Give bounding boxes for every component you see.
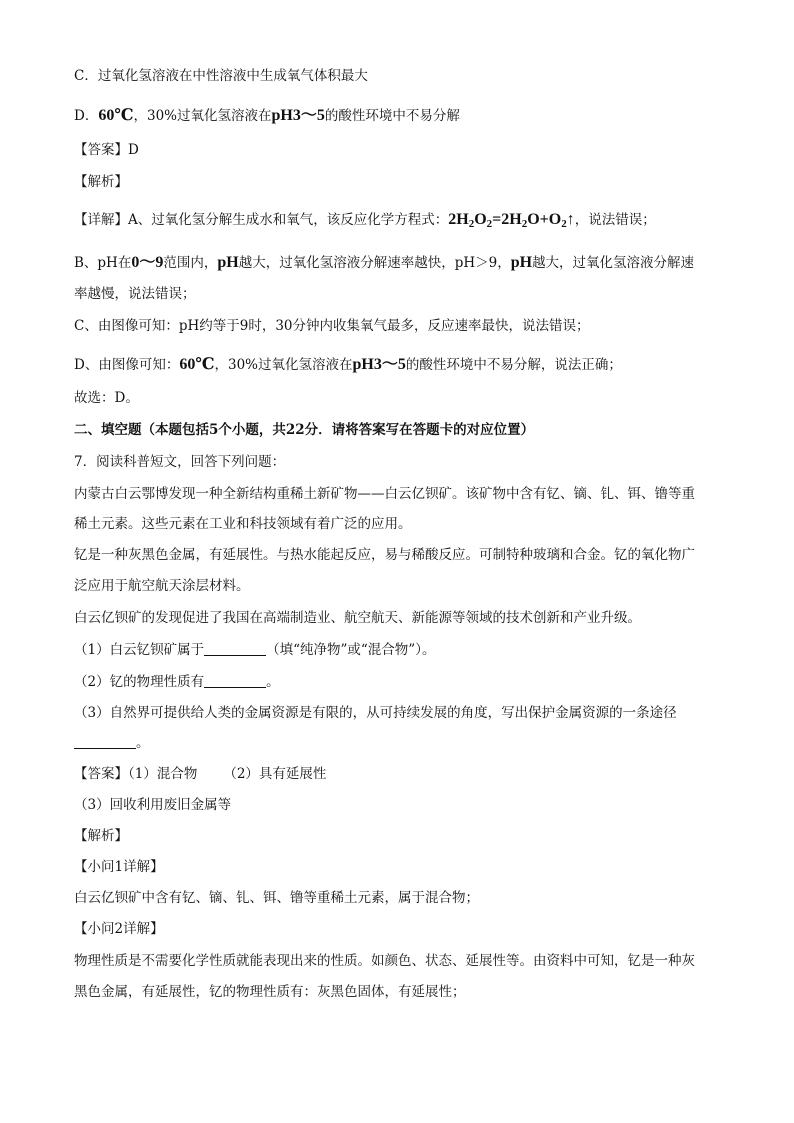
detail-b	[74, 253, 694, 273]
answer-3: （3）回收利用废旧金属等	[74, 797, 232, 813]
q1-detail-text: 白云亿钡矿中含有钇、镝、钆、铒、镥等重稀土元素，属于混合物；	[74, 890, 479, 906]
eq-sub: 2	[468, 218, 475, 230]
q6-choose: 故选：D。	[74, 390, 139, 406]
detail-b-line2: 率越慢，说法错误；	[74, 286, 196, 302]
option-d-suffix: 的酸性环境中不易分解	[324, 108, 460, 124]
detail-b-mid: 范围内，	[163, 255, 218, 271]
sub2-suffix: 。	[266, 674, 280, 690]
q7-paragraph2-line2: 泛应用于航空航天涂层材料。	[74, 578, 250, 594]
answer-1: （1）混合物	[128, 766, 198, 782]
eq-sub: 2	[561, 218, 567, 230]
detail-b-suffix: 越大，过氧化氢溶液分解速	[532, 255, 695, 271]
detail-b-prefix: B、pH在	[74, 255, 132, 271]
eq-part: =2H	[492, 211, 522, 228]
detail-b-ph2: pH	[510, 254, 533, 271]
eq-sub: 2	[486, 218, 493, 230]
answer-label: 【答案】	[74, 766, 128, 782]
sub1-prefix: （1）白云钇钡矿属于	[74, 642, 205, 658]
detail-d-suffix: 的酸性环境中不易分解，说法正确；	[405, 357, 622, 373]
option-d-ph: pH3～5	[271, 107, 325, 124]
option-d-mid: ，30%过氧化氢溶液在	[133, 108, 272, 124]
q7-sub1	[74, 640, 435, 660]
q6-answer: 【答案】D	[74, 142, 139, 158]
q7-sub2	[74, 672, 280, 692]
detail-b-range: 0～9	[131, 254, 164, 271]
q1-detail-label: 【小问1详解】	[74, 859, 164, 875]
q7-paragraph3: 白云亿钡矿的发现促进了我国在高端制造业、航空航天、新能源等领域的技术创新和产业升级。	[74, 610, 641, 626]
sub2-prefix: （2）钇的物理性质有	[74, 674, 205, 690]
eq-part: O	[474, 211, 487, 228]
option-d-prefix: D．	[74, 108, 99, 124]
sub1-suffix: （填“纯净物”或“混合物”）。	[266, 642, 436, 658]
q7-paragraph2-line1: 钇是一种灰黑色金属，有延展性。与热水能起反应，易与稀酸反应。可制特种玻璃和合金。钇的氧化物广	[74, 547, 695, 563]
answer-blank	[204, 641, 266, 656]
section-title: 二、填空题（本题包括5个小题，共22分．请将答案写在答题卡的对应位置）	[74, 422, 535, 438]
option-c: C．过氧化氢溶液在中性溶液中生成氧气体积最大	[74, 68, 368, 84]
answer-blank	[204, 673, 266, 688]
detail-d-temp: 60℃	[179, 356, 215, 373]
q7-paragraph1-line1: 内蒙古白云鄂博发现一种全新结构重稀土新矿物——白云亿钡矿。该矿物中含有钇、镝、钆、铒、镥等重	[74, 486, 695, 502]
q2-detail-line2: 黑色金属，有延展性，钇的物理性质有：灰黑色固体，有延展性；	[74, 984, 466, 1000]
up-arrow-icon: ↑	[566, 211, 575, 228]
detail-d-mid: ，30%过氧化氢溶液在	[214, 357, 353, 373]
detail-b-mid2: 越大，过氧化氢溶液分解速率越快，pH＞9，	[238, 255, 511, 271]
detail-b-ph: pH	[217, 254, 239, 271]
eq-sub: 2	[521, 218, 528, 230]
eq-part: O+O	[527, 211, 562, 228]
q2-detail-line1: 物理性质是不需要化学性质就能表现出来的性质。如颜色、状态、延展性等。由资料中可知，钇是一种灰	[74, 953, 695, 969]
q2-detail-label: 【小问2详解】	[74, 921, 164, 937]
detail-a-text: 【详解】A、过氧化氢分解生成水和氧气，该反应化学方程式：	[74, 212, 449, 228]
answer-blank	[74, 734, 136, 749]
q7-stem: 7．阅读科普短文，回答下列问题：	[74, 454, 286, 470]
q7-analysis-label: 【解析】	[74, 828, 128, 844]
detail-d-ph: pH3～5	[352, 356, 406, 373]
q7-answer	[74, 764, 326, 784]
detail-a-suffix: ，说法错误；	[574, 212, 656, 228]
q6-analysis-label: 【解析】	[74, 174, 128, 190]
detail-d-prefix: D、由图像可知：	[74, 357, 180, 373]
detail-d	[74, 355, 622, 375]
detail-a	[74, 210, 656, 234]
detail-c: C、由图像可知：pH约等于9时，30分钟内收集氧气最多，反应速率最快，说法错误；	[74, 318, 590, 334]
q7-paragraph1-line2: 稀土元素。这些元素在工业和科技领域有着广泛的应用。	[74, 516, 412, 532]
sub3-suffix: 。	[136, 735, 150, 751]
answer-2: （2）具有延展性	[223, 766, 327, 782]
chemical-equation	[448, 211, 574, 228]
eq-part: 2H	[448, 211, 469, 228]
option-d	[74, 106, 460, 126]
q7-sub3-line1: （3）自然界可提供给人类的金属资源是有限的，从可持续发展的角度，写出保护金属资源的一条途径	[74, 705, 677, 721]
option-d-temp: 60℃	[98, 107, 134, 124]
q7-sub3-line2	[74, 733, 150, 753]
